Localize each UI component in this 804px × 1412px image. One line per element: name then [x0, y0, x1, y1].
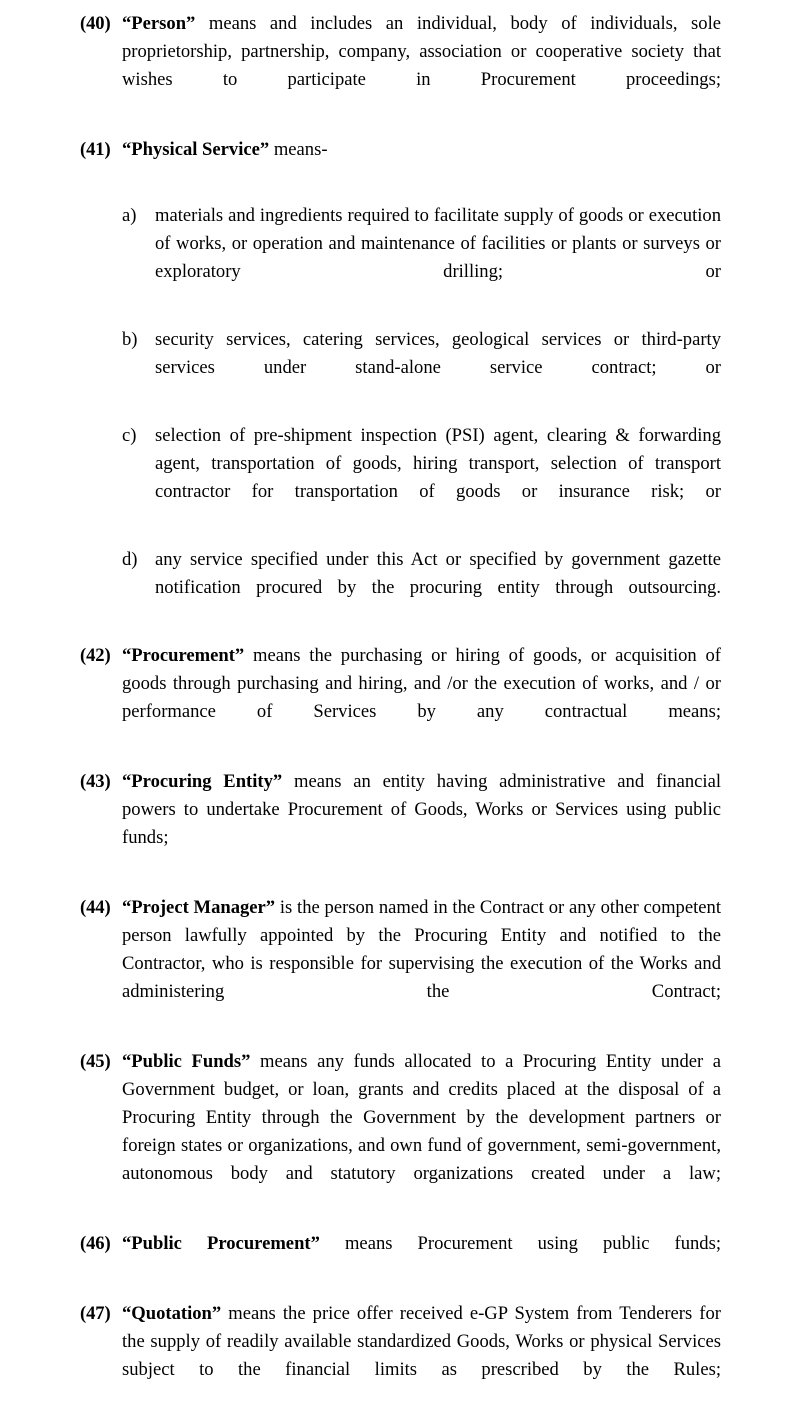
clause-body-44: is the person named in the Contract or any other competent person lawfully appointed by the Procuring Entity and notified to the Contractor, who is responsible for supervising the execution of the Works and administering the Contract;: [122, 897, 721, 1002]
sublist-text-c: selection of pre-shipment inspection (PSI) agent, clearing & forwarding agent, transportation of goods, hiring transport, selection of transport contractor for transportation of goods or insurance risk; or: [155, 425, 721, 502]
clause-term-40: “Person”: [122, 13, 196, 34]
clause-45: [80, 1048, 721, 1216]
sublist-text-a: materials and ingredients required to facilitate supply of goods or execution of works, or operation and maintenance of facilities or plants or surveys or exploratory drilling; or: [155, 205, 721, 282]
sublist-item-b: [122, 326, 721, 410]
clause-body-46: means Procurement using public funds;: [319, 1233, 722, 1254]
clause-43: [80, 768, 721, 880]
clause-body-45: means any funds allocated to a Procuring Entity under a Government budget, or loan, grants and credits placed at the disposal of a Procuring Entity through the Government by the development partners or foreign states or organizations, and own fund of government, semi-government, autonomous body and statutory organizations created under a law;: [122, 1051, 722, 1184]
clause-42: [80, 642, 721, 754]
sublist-marker-d: d): [122, 549, 138, 570]
clause-number-45: (45): [80, 1051, 111, 1072]
clause-body-47: means the price offer received e-GP System from Tenderers for the supply of readily available standardized Goods, Works or physical Services subject to the financial limits as prescribed by the Rules;: [122, 1303, 721, 1380]
clause-47: [80, 1300, 721, 1412]
sublist-item-a: [122, 202, 721, 314]
clause-44: [80, 894, 721, 1034]
sublist-text-b: security services, catering services, geological services or third-party services under stand-alone service contract; or: [155, 329, 721, 378]
sublist-item-d: [122, 546, 721, 630]
clause-number-47: (47): [80, 1303, 111, 1324]
clause-body-40: means and includes an individual, body of individuals, sole proprietorship, partnership, company, association or cooperative society that wishes to participate in Procurement proceedings;: [122, 13, 721, 90]
clause-term-45: “Public Funds”: [122, 1051, 251, 1072]
clause-term-43: “Procuring Entity”: [122, 771, 283, 792]
sublist-text-d: any service specified under this Act or specified by government gazette notification procured by the procuring entity through outsourcing.: [155, 549, 721, 598]
clause-46: [80, 1230, 721, 1286]
clause-40: [80, 10, 721, 122]
sublist-item-c: [122, 422, 721, 534]
clause-number-43: (43): [80, 771, 111, 792]
clause-body-43: means an entity having administrative and financial powers to undertake Procurement of Goods, Works or Services using public funds;: [122, 771, 721, 848]
sublist-marker-a: a): [122, 205, 137, 226]
clause-number-40: (40): [80, 13, 111, 34]
clause-term-44: “Project Manager”: [122, 897, 276, 918]
clause-body-41: means-: [269, 139, 328, 160]
clause-term-46: “Public Procurement”: [122, 1233, 320, 1254]
clause-term-42: “Procurement”: [122, 645, 245, 666]
clause-body-42: means the purchasing or hiring of goods, or acquisition of goods through purchasing and hiring, and /or the execution of works, and / or performance of Services by any contractual means;: [122, 645, 721, 722]
clause-number-42: (42): [80, 645, 111, 666]
clause-number-41: (41): [80, 139, 111, 160]
clause-41: [80, 136, 721, 192]
clause-term-47: “Quotation”: [122, 1303, 222, 1324]
sublist-marker-b: b): [122, 329, 138, 350]
sublist-marker-c: c): [122, 425, 137, 446]
clause-term-41: “Physical Service”: [122, 139, 270, 160]
clause-41-sublist: [80, 202, 721, 630]
clause-number-44: (44): [80, 897, 111, 918]
clause-number-46: (46): [80, 1233, 111, 1254]
